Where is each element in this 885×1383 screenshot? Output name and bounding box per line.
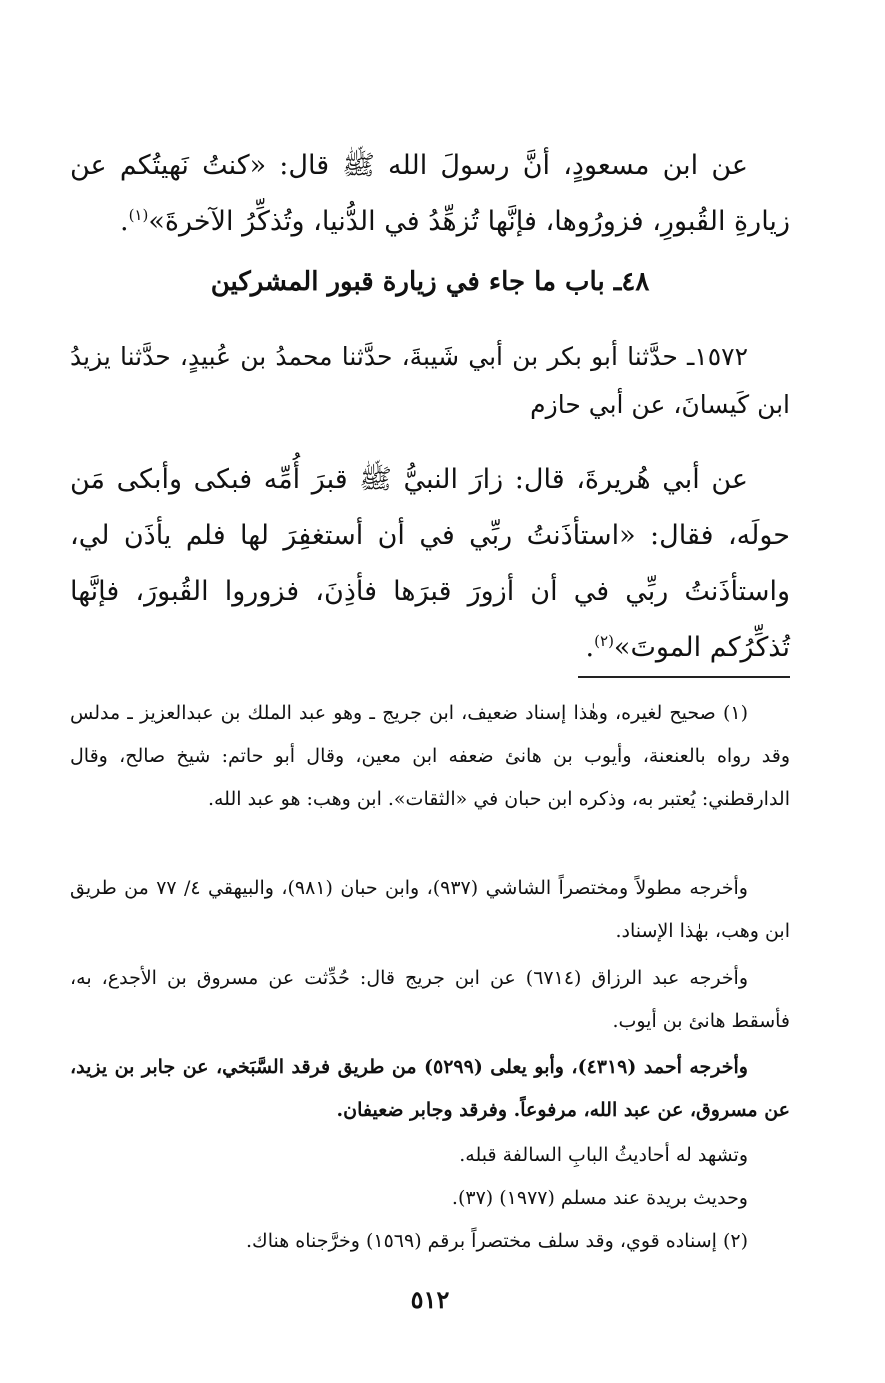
footnote-ref-2: (٢) (594, 632, 614, 650)
footnote-1-paragraph-2: وأخرجه مطولاً ومختصراً الشاشي (٩٣٧)، وابن حبان (٩٨١)، والبيهقي ٤/ ٧٧ من طريق ابن وهب، بهٰذا الإسناد. (70, 877, 790, 942)
hadith-text-2 (70, 452, 790, 676)
hadith-text-1 (70, 138, 790, 250)
isnad-text: ١٥٧٢ـ حدَّثنا أبو بكر بن أبي شَيبةَ، حدَّثنا محمدُ بن عُبيدٍ، حدَّثنا يزيدُ ابن كَيسانَ، عن أبي حازم (70, 342, 790, 419)
footnote-divider (578, 676, 790, 678)
footnote-ref-1: (١) (128, 206, 149, 224)
page-number: ٥١٢ (410, 1285, 450, 1314)
hadith-text-2-body: عن أبي هُريرةَ، قال: زارَ النبيُّ ﷺ قبرَ أُمِّه فبكى وأبكى مَن حولَه، فقال: «استأذَنتُ ربِّي في أن أستغفِرَ لها فلم يأذَن لي، واستأذَنتُ ربِّي في أن أزورَ قبرَها فأذِنَ، فزوروا القُبورَ، فإنَّها تُذكِّرُكم الموتَ» (70, 464, 790, 663)
hadith-text-2-end: . (585, 632, 595, 663)
chapter-heading: ٤٨ـ باب ما جاء في زيارة قبور المشركين (210, 267, 650, 297)
book-page (70, 0, 790, 1383)
footnote-1-paragraph-1: (١) صحيح لغيره، وهٰذا إسناد ضعيف، ابن جريج ـ وهو عبد الملك بن عبدالعزيز ـ مدلس وقد رواه بالعنعنة، وأيوب بن هانئ ضعفه ابن معين، وقال أبو حاتم: شيخ صالح، وقال الدارقطني: يُعتبر به، وذكره ابن حبان في «الثقات». ابن وهب: هو عبد الله. (70, 702, 790, 810)
footnote-1-paragraph-5: وتشهد له أحاديثُ البابِ السالفة قبله. (459, 1144, 748, 1166)
footnote-1-paragraph-6: وحديث بريدة عند مسلم (١٩٧٧) (٣٧). (451, 1187, 748, 1209)
footnote-1-paragraph-4: وأخرجه أحمد (٤٣١٩)، وأبو يعلى (٥٢٩٩) من طريق فرقد السَّبَخي، عن جابر بن يزيد، عن مسروق، عن عبد الله، مرفوعاً. وفرقد وجابر ضعيفان. (70, 1056, 790, 1121)
hadith-text-1-body: عن ابن مسعودٍ، أنَّ رسولَ الله ﷺ قال: «كنتُ نَهيتُكم عن زيارةِ القُبورِ، فزورُوها، فإنَّها تُزهِّدُ في الدُّنيا، وتُذكِّرُ الآخرةَ» (70, 150, 790, 237)
footnote-2: (٢) إسناده قوي، وقد سلف مختصراً برقم (١٥٦٩) وخرَّجناه هناك. (246, 1230, 748, 1252)
footnote-1-paragraph-3: وأخرجه عبد الرزاق (٦٧١٤) عن ابن جريج قال: حُدِّثت عن مسروق بن الأجدع، به، فأسقط هانئ بن أيوب. (70, 967, 790, 1032)
hadith-text-1-end: . (119, 206, 129, 237)
